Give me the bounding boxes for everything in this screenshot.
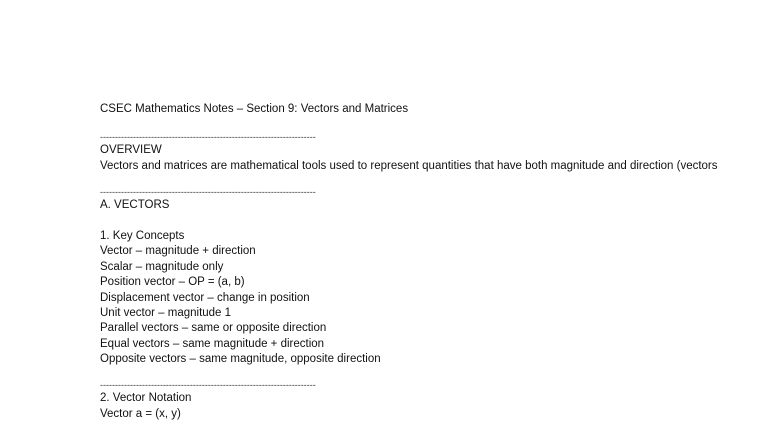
list-item: Opposite vectors – same magnitude, opposite direction <box>100 353 381 366</box>
spacer <box>100 174 784 182</box>
list-item: Equal vectors – same magnitude + direction <box>100 337 325 350</box>
separator-line: ------------------------------------------------------------------------ <box>100 187 316 198</box>
list-item: Vector a = (x, y) <box>100 407 181 420</box>
document-body <box>100 102 784 422</box>
vector-notation-heading: 2. Vector Notation <box>100 392 192 405</box>
document-title: CSEC Mathematics Notes – Section 9: Vectors and Matrices <box>100 103 409 115</box>
section-a-heading: A. VECTORS <box>100 199 170 212</box>
list-item: Scalar – magnitude only <box>100 260 224 273</box>
list-item: Parallel vectors – same or opposite direction <box>100 322 327 335</box>
overview-heading: OVERVIEW <box>100 144 162 157</box>
separator-line: ------------------------------------------------------------------------ <box>100 132 316 143</box>
list-item: Unit vector – magnitude 1 <box>100 306 232 319</box>
list-item: Position vector – OP = (a, b) <box>100 276 245 289</box>
separator-line: ------------------------------------------------------------------------ <box>100 380 316 391</box>
key-concepts-heading: 1. Key Concepts <box>100 229 185 242</box>
spacer <box>100 367 784 375</box>
list-item: Displacement vector – change in position <box>100 291 310 304</box>
overview-text: Vectors and matrices are mathematical tools used to represent quantities that have both magnitude and direction (vectors <box>100 159 718 172</box>
list-item: Vector – magnitude + direction <box>100 245 256 258</box>
spacer <box>100 214 784 229</box>
